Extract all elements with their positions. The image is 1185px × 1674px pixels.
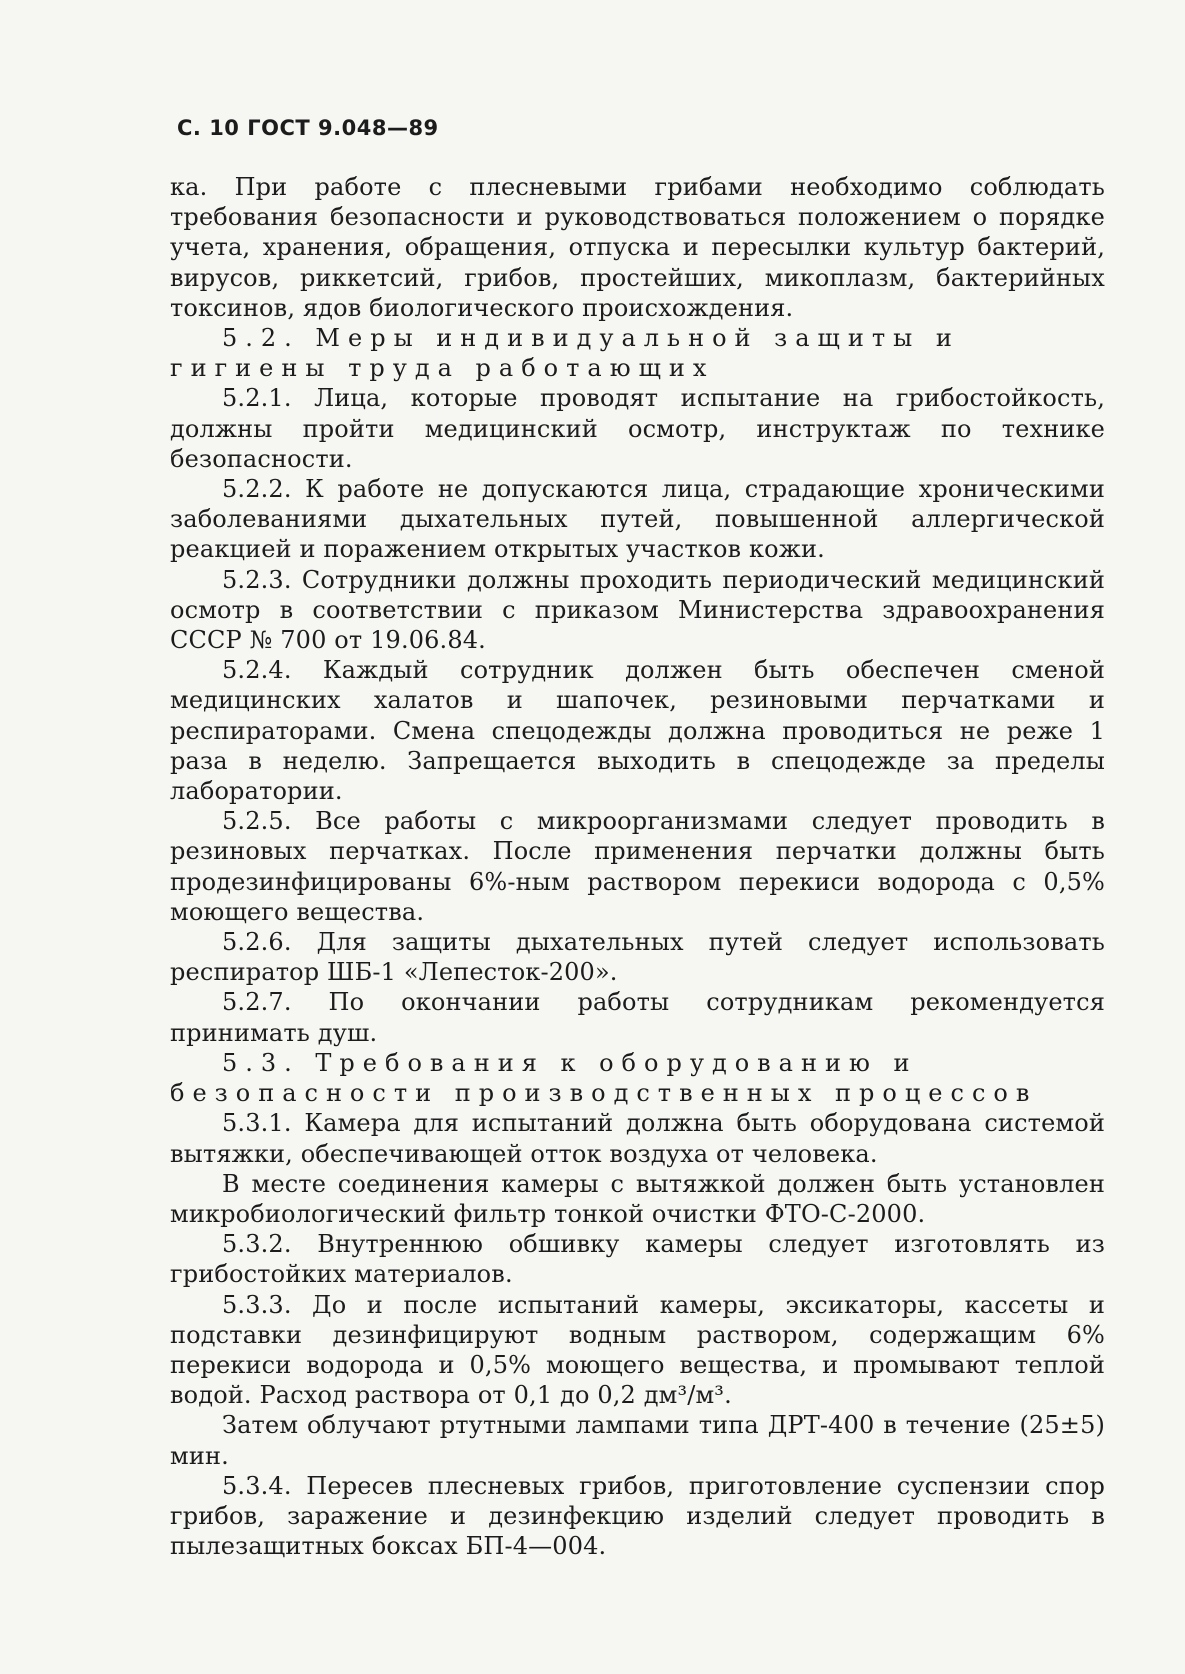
paragraph-5-2-2: 5.2.2. К работе не допускаются лица, страдающие хроническими заболеваниями дыхательных путей, повышенной аллергической реакцией и поражением открытых участков кожи. [170, 475, 1105, 564]
section-heading-5-2: 5.2. Меры индивидуальной защиты и гигиены труда работающих [170, 324, 960, 383]
paragraph-5-3-3: 5.3.3. До и после испытаний камеры, эксикаторы, кассеты и подставки дезинфицируют водным раствором, содержащим 6% перекиси водорода и 0,5% моющего вещества, и промывают теплой водой. Расход раствора от 0,1 до 0,2 дм³/м³. [170, 1290, 1105, 1410]
paragraph-5-2-5: 5.2.5. Все работы с микроорганизмами следует проводить в резиновых перчатках. После применения перчатки должны быть продезинфицированы 6%-ным раствором перекиси водорода с 0,5% моющего вещества. [170, 807, 1105, 926]
paragraph-5-2-6: 5.2.6. Для защиты дыхательных путей следует использовать респиратор ШБ-1 «Лепесток-200». [170, 928, 1105, 987]
paragraph-5-3-4: 5.3.4. Пересев плесневых грибов, приготовление суспензии спор грибов, заражение и дезинфекцию изделий следует проводить в пылезащитных боксах БП-4—004. [170, 1471, 1105, 1561]
paragraph-5-2-3: 5.2.3. Сотрудники должны проходить периодический медицинский осмотр в соответствии с приказом Министерства здравоохранения СССР № 700 от 19.06.84. [170, 565, 1105, 655]
paragraph-5-2-7: 5.2.7. По окончании работы сотрудникам рекомендуется принимать душ. [170, 988, 1105, 1047]
paragraph-5-3-1-filter: В месте соединения камеры с вытяжкой должен быть установлен микробиологический фильтр тонкой очистки ФТО-С-2000. [170, 1169, 1105, 1228]
section-heading-5-3: 5.3. Требования к оборудованию и безопасности производственных процессов [170, 1048, 1038, 1108]
paragraph-5-3-2: 5.3.2. Внутреннюю обшивку камеры следует изготовлять из грибостойких материалов. [170, 1230, 1105, 1289]
document-body [170, 172, 1105, 1561]
page-header: С. 10 ГОСТ 9.048—89 [177, 116, 439, 140]
paragraph-5-2-1: 5.2.1. Лица, которые проводят испытание на грибостойкость, должны пройти медицинский осмотр, инструктаж по технике безопасности. [170, 384, 1105, 473]
paragraph-5-2-4: 5.2.4. Каждый сотрудник должен быть обеспечен сменой медицинских халатов и шапочек, резиновыми перчатками и респираторами. Смена спецодежды должна проводиться не реже 1 раза в неделю. Запрещается выходить в спецодежде за пределы лаборатории. [170, 656, 1105, 806]
paragraph-5-3-1: 5.3.1. Камера для испытаний должна быть оборудована системой вытяжки, обеспечивающей отток воздуха от человека. [170, 1109, 1105, 1168]
paragraph-5-3-3-irradiation: Затем облучают ртутными лампами типа ДРТ-400 в течение (25±5) мин. [170, 1411, 1105, 1470]
paragraph-continuation: ка. При работе с плесневыми грибами необходимо соблюдать требования безопасности и руководствоваться положением о порядке учета, хранения, обращения, отпуска и пересылки культур бактерий, вирусов, риккетсий, грибов, простейших, микоплазм, бактерийных токсинов, ядов биологического происхождения. [170, 173, 1105, 322]
